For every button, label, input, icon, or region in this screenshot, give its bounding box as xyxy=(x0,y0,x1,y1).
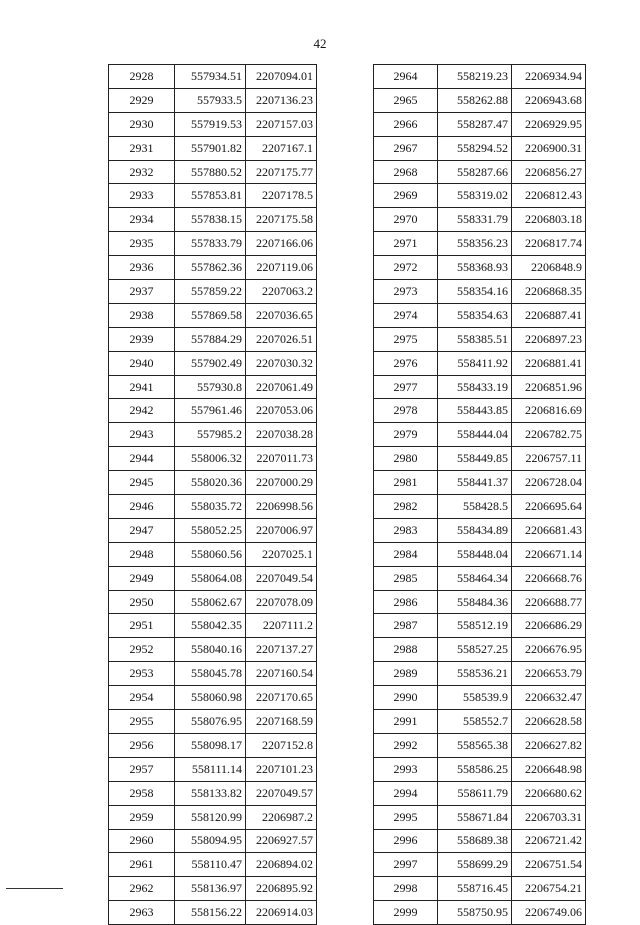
table-row xyxy=(109,232,317,256)
point-number-cell: 2937 xyxy=(109,280,175,304)
coordinates-table-right xyxy=(373,64,586,925)
table-row xyxy=(374,757,586,781)
table-row xyxy=(374,208,586,232)
point-number-cell: 2978 xyxy=(374,399,438,423)
y-coordinate-cell: 2207168.59 xyxy=(246,710,317,734)
x-coordinate-cell: 557902.49 xyxy=(175,351,246,375)
table-row xyxy=(109,805,317,829)
point-number-cell: 2966 xyxy=(374,112,438,136)
x-coordinate-cell: 558433.19 xyxy=(438,375,512,399)
point-number-cell: 2962 xyxy=(109,877,175,901)
point-number-cell: 2936 xyxy=(109,256,175,280)
table-row xyxy=(374,590,586,614)
point-number-cell: 2987 xyxy=(374,614,438,638)
y-coordinate-cell: 2206695.64 xyxy=(512,495,586,519)
y-coordinate-cell: 2206686.29 xyxy=(512,614,586,638)
table-row xyxy=(109,256,317,280)
table-row xyxy=(109,757,317,781)
point-number-cell: 2993 xyxy=(374,757,438,781)
x-coordinate-cell: 558060.98 xyxy=(175,686,246,710)
point-number-cell: 2935 xyxy=(109,232,175,256)
table-row xyxy=(109,733,317,757)
point-number-cell: 2964 xyxy=(374,65,438,89)
x-coordinate-cell: 558354.16 xyxy=(438,280,512,304)
table-row xyxy=(109,351,317,375)
table-row xyxy=(109,662,317,686)
table-row xyxy=(109,853,317,877)
y-coordinate-cell: 2207026.51 xyxy=(246,327,317,351)
table-row xyxy=(109,566,317,590)
table-row xyxy=(374,805,586,829)
table-row xyxy=(109,280,317,304)
point-number-cell: 2934 xyxy=(109,208,175,232)
table-row xyxy=(109,518,317,542)
x-coordinate-cell: 558484.36 xyxy=(438,590,512,614)
page-number: 42 xyxy=(313,36,327,51)
point-number-cell: 2932 xyxy=(109,160,175,184)
table-row xyxy=(374,280,586,304)
table-row xyxy=(109,542,317,566)
y-coordinate-cell: 2207178.5 xyxy=(246,184,317,208)
y-coordinate-cell: 2206628.58 xyxy=(512,710,586,734)
y-coordinate-cell: 2207030.32 xyxy=(246,351,317,375)
point-number-cell: 2947 xyxy=(109,518,175,542)
y-coordinate-cell: 2206627.82 xyxy=(512,733,586,757)
table-row xyxy=(109,901,317,925)
point-number-cell: 2981 xyxy=(374,471,438,495)
point-number-cell: 2958 xyxy=(109,781,175,805)
table-row xyxy=(374,566,586,590)
y-coordinate-cell: 2206887.41 xyxy=(512,303,586,327)
y-coordinate-cell: 2207101.23 xyxy=(246,757,317,781)
y-coordinate-cell: 2207049.54 xyxy=(246,566,317,590)
x-coordinate-cell: 558356.23 xyxy=(438,232,512,256)
y-coordinate-cell: 2207000.29 xyxy=(246,471,317,495)
table-row xyxy=(374,232,586,256)
table-row xyxy=(374,710,586,734)
y-coordinate-cell: 2207152.8 xyxy=(246,733,317,757)
table-row xyxy=(109,303,317,327)
point-number-cell: 2951 xyxy=(109,614,175,638)
point-number-cell: 2973 xyxy=(374,280,438,304)
x-coordinate-cell: 557961.46 xyxy=(175,399,246,423)
table-row xyxy=(374,471,586,495)
x-coordinate-cell: 558536.21 xyxy=(438,662,512,686)
table-row xyxy=(374,65,586,89)
table-row xyxy=(374,829,586,853)
coordinates-table-left xyxy=(108,64,317,925)
y-coordinate-cell: 2207119.06 xyxy=(246,256,317,280)
point-number-cell: 2930 xyxy=(109,112,175,136)
y-coordinate-cell: 2206900.31 xyxy=(512,136,586,160)
table-row xyxy=(374,136,586,160)
table-row xyxy=(109,590,317,614)
x-coordinate-cell: 558354.63 xyxy=(438,303,512,327)
point-number-cell: 2965 xyxy=(374,88,438,112)
y-coordinate-cell: 2206856.27 xyxy=(512,160,586,184)
point-number-cell: 2984 xyxy=(374,542,438,566)
point-number-cell: 2967 xyxy=(374,136,438,160)
x-coordinate-cell: 558287.66 xyxy=(438,160,512,184)
x-coordinate-cell: 557919.53 xyxy=(175,112,246,136)
point-number-cell: 2953 xyxy=(109,662,175,686)
y-coordinate-cell: 2206851.96 xyxy=(512,375,586,399)
table-row xyxy=(374,686,586,710)
y-coordinate-cell: 2206816.69 xyxy=(512,399,586,423)
point-number-cell: 2968 xyxy=(374,160,438,184)
table-row xyxy=(374,351,586,375)
table-row xyxy=(109,829,317,853)
x-coordinate-cell: 557901.82 xyxy=(175,136,246,160)
table-row xyxy=(109,614,317,638)
point-number-cell: 2972 xyxy=(374,256,438,280)
y-coordinate-cell: 2207038.28 xyxy=(246,423,317,447)
x-coordinate-cell: 558434.89 xyxy=(438,518,512,542)
footnote-rule xyxy=(6,888,63,889)
point-number-cell: 2929 xyxy=(109,88,175,112)
table-row xyxy=(374,614,586,638)
y-coordinate-cell: 2206680.62 xyxy=(512,781,586,805)
y-coordinate-cell: 2207170.65 xyxy=(246,686,317,710)
table-row xyxy=(109,447,317,471)
y-coordinate-cell: 2207157.03 xyxy=(246,112,317,136)
x-coordinate-cell: 558076.95 xyxy=(175,710,246,734)
x-coordinate-cell: 558064.08 xyxy=(175,566,246,590)
x-coordinate-cell: 557880.52 xyxy=(175,160,246,184)
table-row xyxy=(374,399,586,423)
y-coordinate-cell: 2207061.49 xyxy=(246,375,317,399)
point-number-cell: 2975 xyxy=(374,327,438,351)
point-number-cell: 2940 xyxy=(109,351,175,375)
point-number-cell: 2954 xyxy=(109,686,175,710)
point-number-cell: 2959 xyxy=(109,805,175,829)
table-row xyxy=(374,495,586,519)
point-number-cell: 2992 xyxy=(374,733,438,757)
point-number-cell: 2956 xyxy=(109,733,175,757)
point-number-cell: 2952 xyxy=(109,638,175,662)
x-coordinate-cell: 558699.29 xyxy=(438,853,512,877)
table-row xyxy=(109,88,317,112)
x-coordinate-cell: 557833.79 xyxy=(175,232,246,256)
y-coordinate-cell: 2206998.56 xyxy=(246,495,317,519)
y-coordinate-cell: 2207111.2 xyxy=(246,614,317,638)
point-number-cell: 2944 xyxy=(109,447,175,471)
y-coordinate-cell: 2206751.54 xyxy=(512,853,586,877)
point-number-cell: 2986 xyxy=(374,590,438,614)
x-coordinate-cell: 558110.47 xyxy=(175,853,246,877)
x-coordinate-cell: 558428.5 xyxy=(438,495,512,519)
y-coordinate-cell: 2206728.04 xyxy=(512,471,586,495)
x-coordinate-cell: 558385.51 xyxy=(438,327,512,351)
point-number-cell: 2957 xyxy=(109,757,175,781)
point-number-cell: 2976 xyxy=(374,351,438,375)
table-row xyxy=(374,901,586,925)
point-number-cell: 2996 xyxy=(374,829,438,853)
x-coordinate-cell: 558671.84 xyxy=(438,805,512,829)
y-coordinate-cell: 2206653.79 xyxy=(512,662,586,686)
x-coordinate-cell: 558448.04 xyxy=(438,542,512,566)
y-coordinate-cell: 2207006.97 xyxy=(246,518,317,542)
table-row xyxy=(374,303,586,327)
point-number-cell: 2943 xyxy=(109,423,175,447)
x-coordinate-cell: 557884.29 xyxy=(175,327,246,351)
point-number-cell: 2977 xyxy=(374,375,438,399)
table-row xyxy=(109,423,317,447)
x-coordinate-cell: 557838.15 xyxy=(175,208,246,232)
y-coordinate-cell: 2207063.2 xyxy=(246,280,317,304)
y-coordinate-cell: 2206897.23 xyxy=(512,327,586,351)
x-coordinate-cell: 557985.2 xyxy=(175,423,246,447)
y-coordinate-cell: 2206934.94 xyxy=(512,65,586,89)
point-number-cell: 2960 xyxy=(109,829,175,853)
point-number-cell: 2938 xyxy=(109,303,175,327)
table-row xyxy=(109,375,317,399)
table-row xyxy=(374,88,586,112)
x-coordinate-cell: 558136.97 xyxy=(175,877,246,901)
x-coordinate-cell: 558565.38 xyxy=(438,733,512,757)
table-row xyxy=(374,327,586,351)
point-number-cell: 2942 xyxy=(109,399,175,423)
table-row xyxy=(374,542,586,566)
table-row xyxy=(374,733,586,757)
table-row xyxy=(374,662,586,686)
x-coordinate-cell: 558411.92 xyxy=(438,351,512,375)
x-coordinate-cell: 558441.37 xyxy=(438,471,512,495)
y-coordinate-cell: 2207136.23 xyxy=(246,88,317,112)
x-coordinate-cell: 558156.22 xyxy=(175,901,246,925)
x-coordinate-cell: 558219.23 xyxy=(438,65,512,89)
x-coordinate-cell: 558443.85 xyxy=(438,399,512,423)
table-row xyxy=(109,710,317,734)
y-coordinate-cell: 2207036.65 xyxy=(246,303,317,327)
x-coordinate-cell: 558094.95 xyxy=(175,829,246,853)
x-coordinate-cell: 558020.36 xyxy=(175,471,246,495)
y-coordinate-cell: 2206681.43 xyxy=(512,518,586,542)
point-number-cell: 2995 xyxy=(374,805,438,829)
point-number-cell: 2997 xyxy=(374,853,438,877)
x-coordinate-cell: 557853.81 xyxy=(175,184,246,208)
y-coordinate-cell: 2206676.95 xyxy=(512,638,586,662)
x-coordinate-cell: 558035.72 xyxy=(175,495,246,519)
y-coordinate-cell: 2206868.35 xyxy=(512,280,586,304)
point-number-cell: 2994 xyxy=(374,781,438,805)
table-row xyxy=(109,184,317,208)
x-coordinate-cell: 558052.25 xyxy=(175,518,246,542)
x-coordinate-cell: 558040.16 xyxy=(175,638,246,662)
x-coordinate-cell: 558294.52 xyxy=(438,136,512,160)
point-number-cell: 2991 xyxy=(374,710,438,734)
y-coordinate-cell: 2206754.21 xyxy=(512,877,586,901)
y-coordinate-cell: 2206757.11 xyxy=(512,447,586,471)
point-number-cell: 2971 xyxy=(374,232,438,256)
table-row xyxy=(374,781,586,805)
table-row xyxy=(109,399,317,423)
y-coordinate-cell: 2206848.9 xyxy=(512,256,586,280)
x-coordinate-cell: 558449.85 xyxy=(438,447,512,471)
x-coordinate-cell: 557862.36 xyxy=(175,256,246,280)
point-number-cell: 2961 xyxy=(109,853,175,877)
y-coordinate-cell: 2207094.01 xyxy=(246,65,317,89)
x-coordinate-cell: 558262.88 xyxy=(438,88,512,112)
table-row xyxy=(374,184,586,208)
y-coordinate-cell: 2206749.06 xyxy=(512,901,586,925)
x-coordinate-cell: 558586.25 xyxy=(438,757,512,781)
y-coordinate-cell: 2207025.1 xyxy=(246,542,317,566)
y-coordinate-cell: 2207053.06 xyxy=(246,399,317,423)
point-number-cell: 2945 xyxy=(109,471,175,495)
x-coordinate-cell: 557869.58 xyxy=(175,303,246,327)
point-number-cell: 2928 xyxy=(109,65,175,89)
point-number-cell: 2974 xyxy=(374,303,438,327)
x-coordinate-cell: 558512.19 xyxy=(438,614,512,638)
y-coordinate-cell: 2206648.98 xyxy=(512,757,586,781)
x-coordinate-cell: 558539.9 xyxy=(438,686,512,710)
table-row xyxy=(109,781,317,805)
x-coordinate-cell: 558552.7 xyxy=(438,710,512,734)
y-coordinate-cell: 2206987.2 xyxy=(246,805,317,829)
point-number-cell: 2949 xyxy=(109,566,175,590)
x-coordinate-cell: 558098.17 xyxy=(175,733,246,757)
point-number-cell: 2990 xyxy=(374,686,438,710)
y-coordinate-cell: 2206929.95 xyxy=(512,112,586,136)
table-row xyxy=(109,638,317,662)
table-row xyxy=(374,256,586,280)
y-coordinate-cell: 2206881.41 xyxy=(512,351,586,375)
point-number-cell: 2985 xyxy=(374,566,438,590)
point-number-cell: 2999 xyxy=(374,901,438,925)
y-coordinate-cell: 2207011.73 xyxy=(246,447,317,471)
point-number-cell: 2998 xyxy=(374,877,438,901)
x-coordinate-cell: 558045.78 xyxy=(175,662,246,686)
point-number-cell: 2939 xyxy=(109,327,175,351)
x-coordinate-cell: 558042.35 xyxy=(175,614,246,638)
table-row xyxy=(374,853,586,877)
y-coordinate-cell: 2206688.77 xyxy=(512,590,586,614)
point-number-cell: 2955 xyxy=(109,710,175,734)
x-coordinate-cell: 558133.82 xyxy=(175,781,246,805)
table-row xyxy=(109,136,317,160)
point-number-cell: 2941 xyxy=(109,375,175,399)
y-coordinate-cell: 2206817.74 xyxy=(512,232,586,256)
table-row xyxy=(109,495,317,519)
point-number-cell: 2950 xyxy=(109,590,175,614)
y-coordinate-cell: 2206943.68 xyxy=(512,88,586,112)
table-row xyxy=(109,327,317,351)
y-coordinate-cell: 2206895.92 xyxy=(246,877,317,901)
table-row xyxy=(374,638,586,662)
point-number-cell: 2983 xyxy=(374,518,438,542)
y-coordinate-cell: 2206927.57 xyxy=(246,829,317,853)
y-coordinate-cell: 2206812.43 xyxy=(512,184,586,208)
x-coordinate-cell: 558444.04 xyxy=(438,423,512,447)
table-row xyxy=(374,447,586,471)
point-number-cell: 2979 xyxy=(374,423,438,447)
x-coordinate-cell: 558006.32 xyxy=(175,447,246,471)
x-coordinate-cell: 557930.8 xyxy=(175,375,246,399)
y-coordinate-cell: 2207078.09 xyxy=(246,590,317,614)
y-coordinate-cell: 2206671.14 xyxy=(512,542,586,566)
x-coordinate-cell: 558611.79 xyxy=(438,781,512,805)
table-row xyxy=(374,160,586,184)
y-coordinate-cell: 2206703.31 xyxy=(512,805,586,829)
x-coordinate-cell: 558689.38 xyxy=(438,829,512,853)
x-coordinate-cell: 558368.93 xyxy=(438,256,512,280)
table-row xyxy=(109,686,317,710)
y-coordinate-cell: 2207137.27 xyxy=(246,638,317,662)
y-coordinate-cell: 2207175.77 xyxy=(246,160,317,184)
y-coordinate-cell: 2206632.47 xyxy=(512,686,586,710)
x-coordinate-cell: 558287.47 xyxy=(438,112,512,136)
point-number-cell: 2970 xyxy=(374,208,438,232)
point-number-cell: 2988 xyxy=(374,638,438,662)
point-number-cell: 2980 xyxy=(374,447,438,471)
point-number-cell: 2933 xyxy=(109,184,175,208)
y-coordinate-cell: 2206668.76 xyxy=(512,566,586,590)
y-coordinate-cell: 2206914.03 xyxy=(246,901,317,925)
table-row xyxy=(374,375,586,399)
y-coordinate-cell: 2207049.57 xyxy=(246,781,317,805)
y-coordinate-cell: 2206803.18 xyxy=(512,208,586,232)
table-row xyxy=(109,160,317,184)
y-coordinate-cell: 2207175.58 xyxy=(246,208,317,232)
table-row xyxy=(109,112,317,136)
table-row xyxy=(374,112,586,136)
y-coordinate-cell: 2206721.42 xyxy=(512,829,586,853)
x-coordinate-cell: 558331.79 xyxy=(438,208,512,232)
y-coordinate-cell: 2207167.1 xyxy=(246,136,317,160)
table-row xyxy=(374,877,586,901)
table-row xyxy=(374,423,586,447)
x-coordinate-cell: 558750.95 xyxy=(438,901,512,925)
y-coordinate-cell: 2207166.06 xyxy=(246,232,317,256)
point-number-cell: 2948 xyxy=(109,542,175,566)
x-coordinate-cell: 558062.67 xyxy=(175,590,246,614)
x-coordinate-cell: 558120.99 xyxy=(175,805,246,829)
table-row xyxy=(109,208,317,232)
table-row xyxy=(374,518,586,542)
x-coordinate-cell: 557934.51 xyxy=(175,65,246,89)
table-row xyxy=(109,471,317,495)
y-coordinate-cell: 2206782.75 xyxy=(512,423,586,447)
y-coordinate-cell: 2207160.54 xyxy=(246,662,317,686)
point-number-cell: 2946 xyxy=(109,495,175,519)
point-number-cell: 2931 xyxy=(109,136,175,160)
x-coordinate-cell: 557933.5 xyxy=(175,88,246,112)
x-coordinate-cell: 558716.45 xyxy=(438,877,512,901)
x-coordinate-cell: 558464.34 xyxy=(438,566,512,590)
point-number-cell: 2982 xyxy=(374,495,438,519)
x-coordinate-cell: 558319.02 xyxy=(438,184,512,208)
point-number-cell: 2989 xyxy=(374,662,438,686)
point-number-cell: 2969 xyxy=(374,184,438,208)
x-coordinate-cell: 558527.25 xyxy=(438,638,512,662)
x-coordinate-cell: 558111.14 xyxy=(175,757,246,781)
table-row xyxy=(109,877,317,901)
x-coordinate-cell: 557859.22 xyxy=(175,280,246,304)
table-row xyxy=(109,65,317,89)
point-number-cell: 2963 xyxy=(109,901,175,925)
x-coordinate-cell: 558060.56 xyxy=(175,542,246,566)
y-coordinate-cell: 2206894.02 xyxy=(246,853,317,877)
